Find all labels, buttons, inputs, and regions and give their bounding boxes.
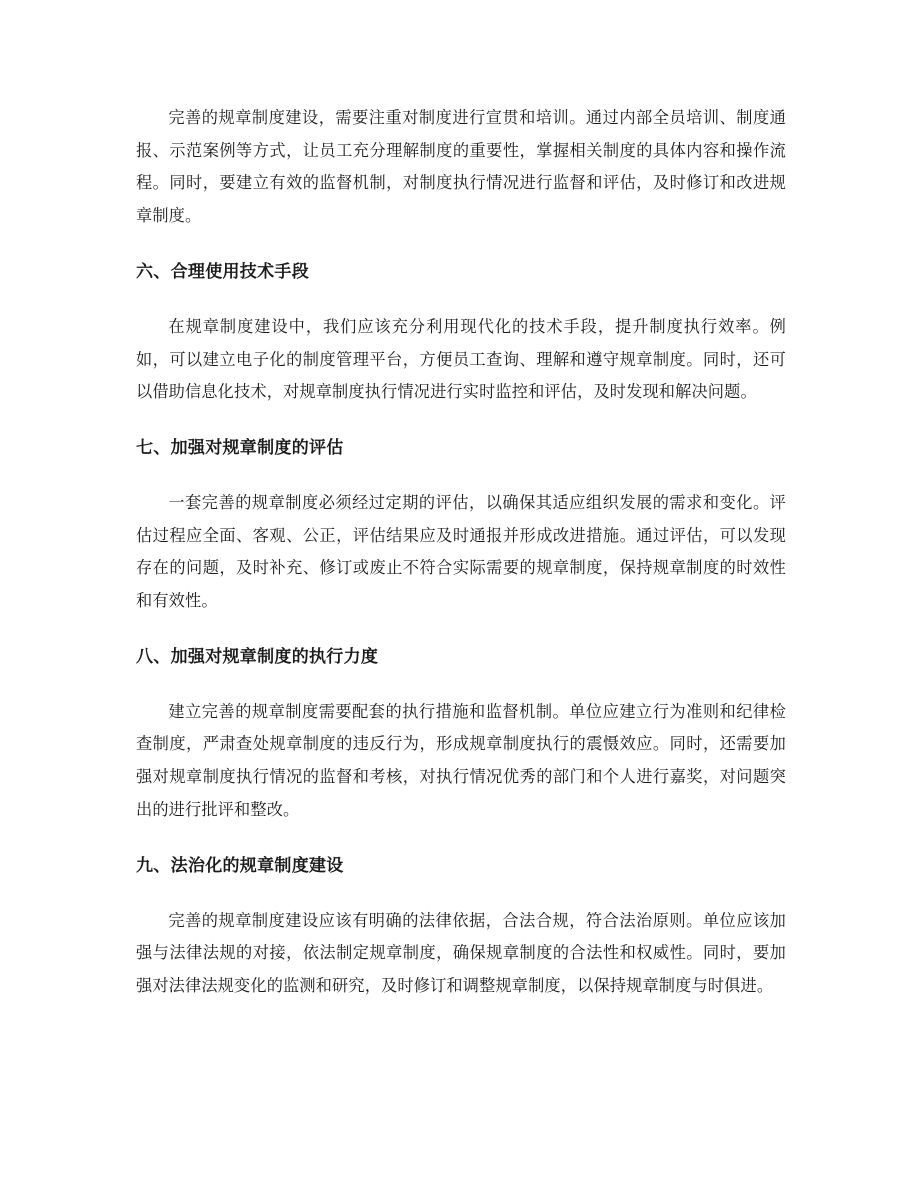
- heading-section-6: 六、合理使用技术手段: [136, 261, 309, 282]
- heading-section-7: 七、加强对规章制度的评估: [136, 437, 344, 458]
- paragraph-section-7: 一套完善的规章制度必须经过定期的评估，以确保其适应组织发展的需求和变化。评估过程应全面、客观、公正，评估结果应及时通报并形成改进措施。通过评估，可以发现存在的问题，及时补充、修订或废止不符合实际需要的规章制度，保持规章制度的时效性和有效性。: [136, 492, 786, 611]
- heading-section-9: 九、法治化的规章制度建设: [136, 855, 344, 876]
- paragraph-section-6: 在规章制度建设中，我们应该充分利用现代化的技术手段，提升制度执行效率。例如，可以建立电子化的制度管理平台，方便员工查询、理解和遵守规章制度。同时，还可以借助信息化技术，对规章制度执行情况进行实时监控和评估，及时发现和解决问题。: [136, 316, 786, 402]
- document-body: [136, 102, 786, 1003]
- paragraph-section-8: 建立完善的规章制度需要配套的执行措施和监督机制。单位应建立行为准则和纪律检查制度，严肃查处规章制度的违反行为，形成规章制度执行的震慑效应。同时，还需要加强对规章制度执行情况的监督和考核，对执行情况优秀的部门和个人进行嘉奖，对问题突出的进行批评和整改。: [136, 701, 786, 819]
- paragraph-section-9: 完善的规章制度建设应该有明确的法律依据，合法合规，符合法治原则。单位应该加强与法律法规的对接，依法制定规章制度，确保规章制度的合法性和权威性。同时，要加强对法律法规变化的监测和研究，及时修订和调整规章制度，以保持规章制度与时俱进。: [136, 910, 786, 995]
- heading-section-8: 八、加强对规章制度的执行力度: [136, 646, 379, 667]
- paragraph-training: 完善的规章制度建设，需要注重对制度进行宣贯和培训。通过内部全员培训、制度通报、示范案例等方式，让员工充分理解制度的重要性，掌握相关制度的具体内容和操作流程。同时，要建立有效的监督机制，对制度执行情况进行监督和评估，及时修订和改进规章制度。: [136, 108, 786, 226]
